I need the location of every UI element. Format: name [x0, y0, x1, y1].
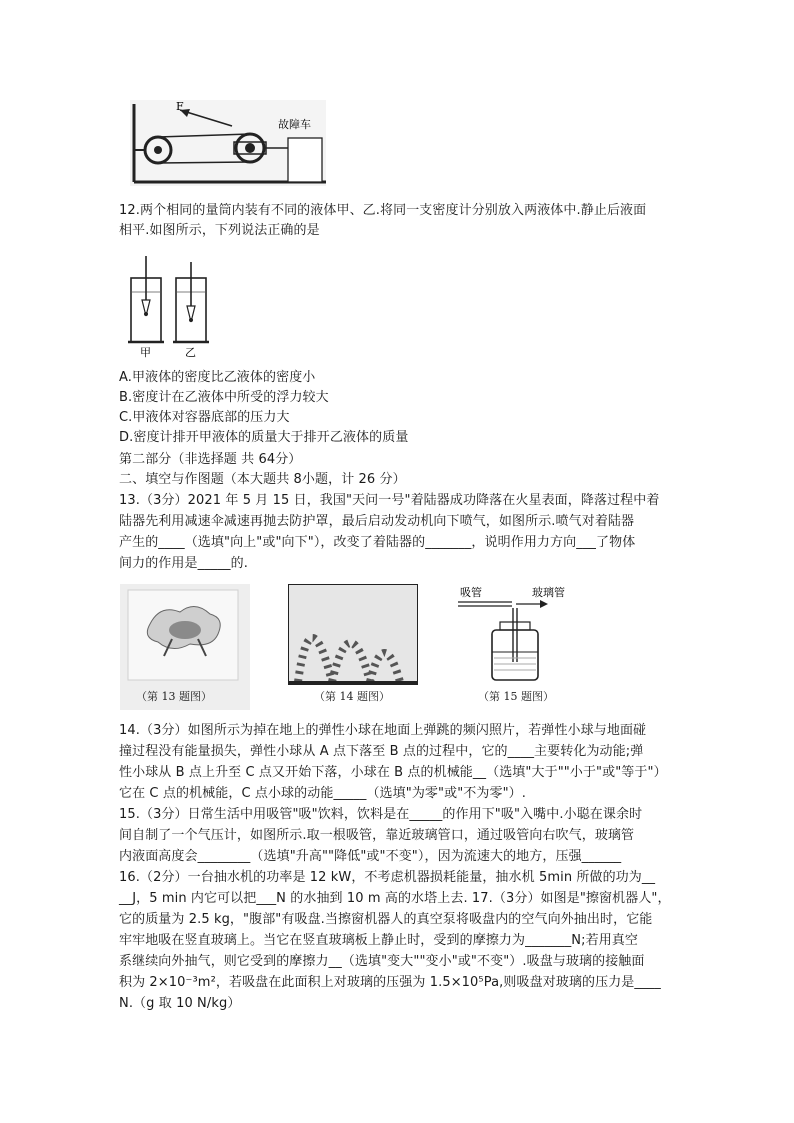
- q17-line7: N.（g 取 10 N/kg）: [119, 996, 241, 1011]
- q12-option-a: A.甲液体的密度比乙液体的密度小: [119, 370, 316, 385]
- q13-line4: 间力的作用是_____的.: [119, 556, 248, 571]
- q14-line3: 性小球从 B 点上升至 C 点又开始下落，小球在 B 点的机械能__（选填"大于""小于"或"等于"）: [119, 765, 667, 780]
- part2-title: 第二部分（非选择题 共 64分）: [119, 452, 302, 467]
- section-title: 二、填空与作图题（本大题共 8小题，计 26 分）: [119, 472, 406, 487]
- figure-15: [450, 584, 580, 710]
- fig-label-yi: 乙: [185, 346, 196, 359]
- q12-option-c: C.甲液体对容器底部的压力大: [119, 410, 290, 425]
- straw-label: 吸管: [460, 586, 482, 599]
- q15-line2: 间自制了一个气压计，如图所示.取一根吸管，靠近玻璃管口，通过吸管向右吹气，玻璃管: [119, 828, 635, 843]
- q13-line1: 13.（3分）2021 年 5 月 15 日，我国"天问一号"着陆器成功降落在火星表面，降落过程中着: [119, 493, 660, 508]
- figure-14: [288, 584, 418, 710]
- pulley-figure: [128, 98, 328, 188]
- q12-stem-line1: 12.两个相同的量筒内装有不同的液体甲、乙.将同一支密度计分别放入两液体中.静止后液面: [119, 203, 647, 218]
- q13-line2: 陆器先利用减速伞减速再抛去防护罩，最后启动发动机向下喷气，如图所示.喷气对着陆器: [119, 514, 635, 529]
- q15-line1: 15.（3分）日常生活中用吸管"吸"饮料，饮料是在_____的作用下"吸"入嘴中.小聪在课余时: [119, 807, 643, 822]
- q17-line4: 牢牢地吸在竖直玻璃上。当它在竖直玻璃板上静止时，受到的摩擦力为_______N;若用真空: [119, 933, 639, 948]
- force-label: F: [176, 100, 184, 113]
- q16-line1: 16.（2分）一台抽水机的功率是 12 kW，不考虑机器损耗能量，抽水机 5min 所做的功为__: [119, 870, 656, 885]
- caption-15: （第 15 题图）: [478, 690, 554, 703]
- q15-line3: 内液面高度会________（选填"升高""降低"或"不变"），因为流速大的地方，压强______: [119, 849, 622, 864]
- q14-line2: 撞过程没有能量损失，弹性小球从 A 点下落至 B 点的过程中，它的____主要转化为动能;弹: [119, 744, 644, 759]
- q14-line1: 14.（3分）如图所示为掉在地上的弹性小球在地面上弹跳的频闪照片，若弹性小球与地面碰: [119, 723, 647, 738]
- fig-label-jia: 甲: [140, 346, 151, 359]
- caption-14: （第 14 题图）: [314, 690, 390, 703]
- q17-line3: 它的质量为 2.5 kg，"腹部"有吸盘.当擦窗机器人的真空泵将吸盘内的空气向外抽出时，它能: [119, 912, 653, 927]
- hydrometer-figure: [128, 252, 218, 360]
- car-label: 故障车: [278, 118, 311, 131]
- figure-13: [120, 584, 250, 710]
- q12-option-d: D.密度计排开甲液体的质量大于排开乙液体的质量: [119, 430, 409, 445]
- glass-tube-label: 玻璃管: [532, 586, 565, 599]
- q14-line4: 它在 C 点的机械能，C 点小球的动能_____（选填"为零"或"不为零"）.: [119, 786, 527, 801]
- q13-line3: 产生的____（选填"向上"或"向下"），改变了着陆器的_______，说明作用力方向___了物体: [119, 535, 636, 550]
- q12-option-b: B.密度计在乙液体中所受的浮力较大: [119, 390, 329, 405]
- q12-stem-line2: 相平.如图所示，下列说法正确的是: [119, 223, 320, 238]
- q17-line5: 系继续向外抽气，则它受到的摩擦力__（选填"变大""变小"或"不变"）.吸盘与玻璃的接触面: [119, 954, 645, 969]
- q16-line2: __J，5 min 内它可以把___N 的水抽到 10 m 高的水塔上去. 17.（3分）如图是"擦窗机器人"，: [119, 891, 671, 906]
- caption-13: （第 13 题图）: [136, 690, 212, 703]
- q17-line6: 积为 2×10⁻³m²，若吸盘在此面积上对玻璃的压强为 1.5×10⁵Pa,则吸盘对玻璃的压力是____: [119, 975, 661, 990]
